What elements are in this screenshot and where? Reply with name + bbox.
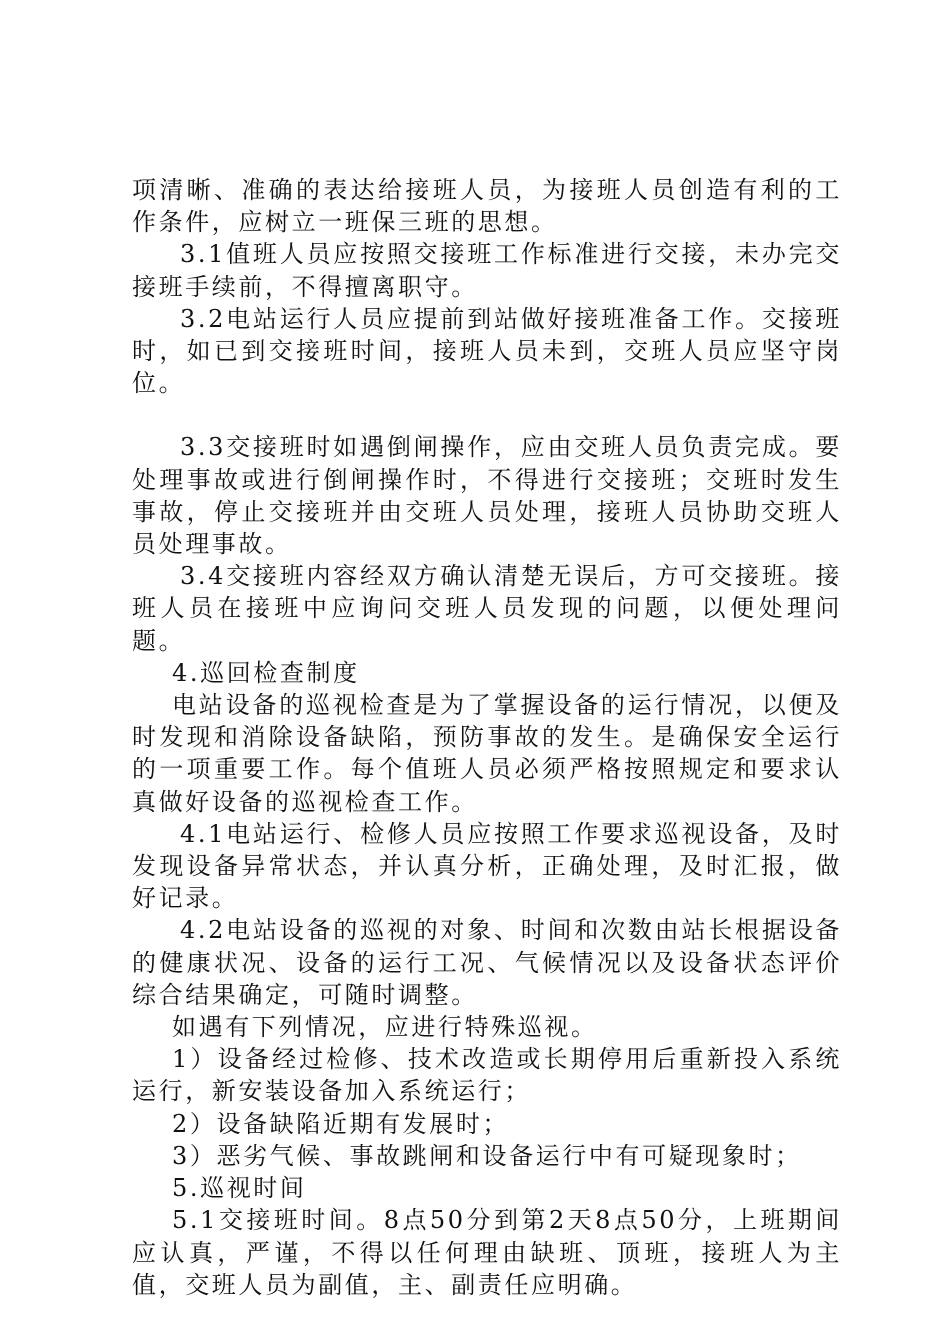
section-heading-4: 4.巡回检查制度	[172, 658, 360, 687]
paragraph-inspection-intro: 电站设备的巡视检查是为了掌握设备的运行情况，以便及时发现和消除设备缺陷，预防事故的发生。是确保安全运行的一项重要工作。每个值班人员必须严格按照规定和要求认真做好设备的巡视检查工作。	[132, 691, 842, 816]
paragraph-4-2: 4.2电站设备的巡视的对象、时间和次数由站长根据设备的健康状况、设备的运行工况、气候情况以及设备状态评价综合结果确定，可随时调整。	[132, 916, 842, 1009]
document-body	[132, 174, 842, 1301]
paragraph-3-3: 3.3交接班时如遇倒闸操作，应由交班人员负责完成。要处理事故或进行倒闸操作时，不得进行交接班；交班时发生事故，停止交接班并由交班人员处理，接班人员协助交班人员处理事故。	[132, 433, 842, 559]
paragraph-5-1: 5.1交接班时间。8点50分到第2天8点50分，上班期间应认真，严谨，不得以任何理由缺班、顶班，接班人为主值，交班人员为副值，主、副责任应明确。	[132, 1206, 842, 1299]
paragraph-3-4: 3.4交接班内容经双方确认清楚无误后，方可交接班。接班人员在接班中应询问交班人员发现的问题，以便处理问题。	[132, 562, 842, 655]
blank-line	[132, 399, 842, 431]
paragraph-continuation: 项清晰、准确的表达给接班人员，为接班人员创造有利的工作条件，应树立一班保三班的思想。	[132, 176, 842, 237]
paragraph-special-patrol: 如遇有下列情况，应进行特殊巡视。	[172, 1013, 598, 1042]
section-heading-5: 5.巡视时间	[172, 1174, 307, 1203]
paragraph-4-1: 4.1电站运行、检修人员应按照工作要求巡视设备，及时发现设备异常状态，并认真分析，正确处理，及时汇报，做好记录。	[132, 819, 842, 913]
paragraph-3-1: 3.1值班人员应按照交接班工作标准进行交接，未办完交接班手续前，不得擅离职守。	[132, 240, 842, 301]
list-item-1: 1）设备经过检修、技术改造或长期停用后重新投入系统运行，新安装设备加入系统运行；	[132, 1045, 842, 1106]
paragraph-3-2: 3.2电站运行人员应提前到站做好接班准备工作。交接班时，如已到交接班时间，接班人员未到，交班人员应坚守岗位。	[132, 304, 842, 398]
list-item-3: 3）恶劣气候、事故跳闸和设备运行中有可疑现象时；	[172, 1141, 802, 1170]
list-item-2: 2）设备缺陷近期有发展时；	[172, 1109, 510, 1138]
